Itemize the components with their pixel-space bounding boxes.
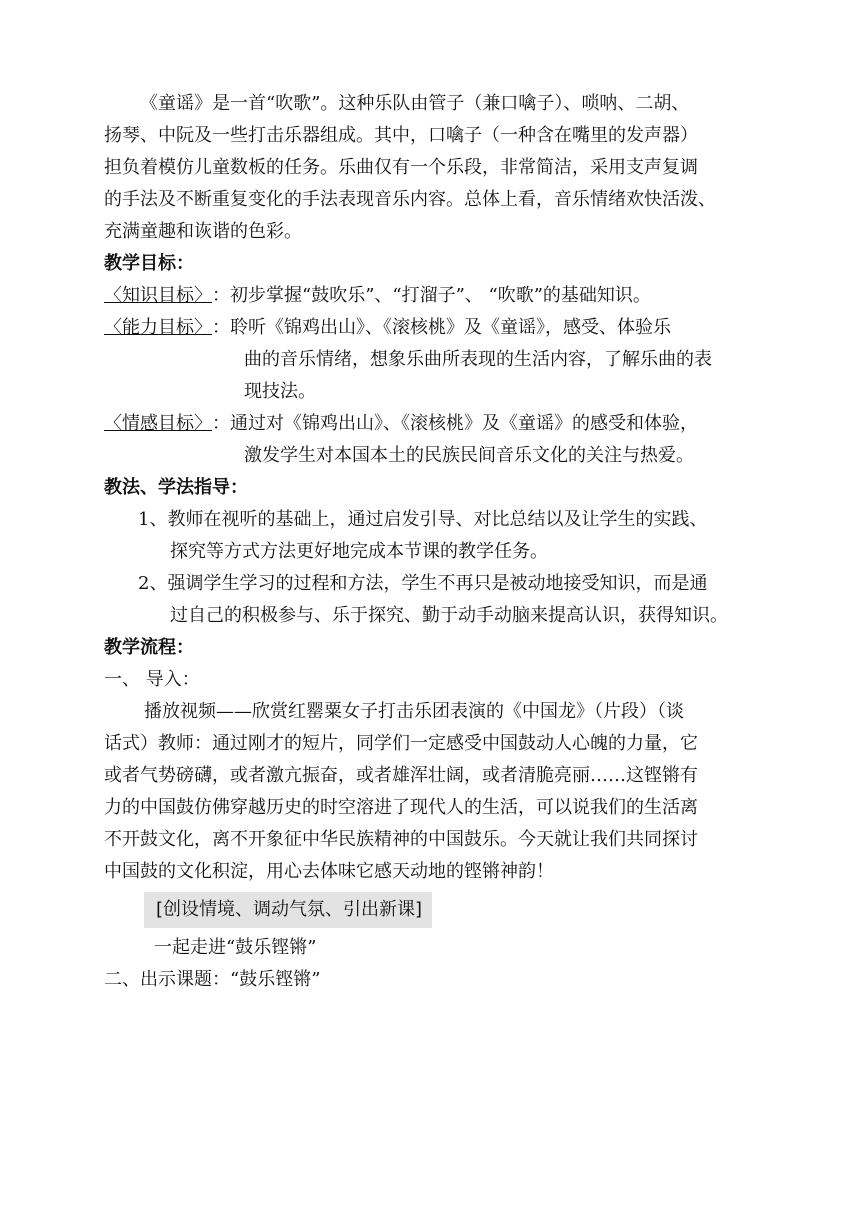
emotion-goal bbox=[104, 408, 780, 440]
ability-goal bbox=[104, 312, 780, 344]
ability-goal-text: 曲的音乐情绪，想象乐曲所表现的生活内容，了解乐曲的表 bbox=[244, 349, 712, 370]
method-item-2-cont: 过自己的积极参与、乐于探究、勤于动手动脑来提高认识，获得知识。 bbox=[170, 605, 728, 626]
paragraph-line: 充满童趣和诙谐的色彩。 bbox=[104, 221, 302, 242]
paragraph-line: 或者气势磅礴，或者激亢振奋，或者雄浑壮阔，或者清脆亮丽……这铿锵有 bbox=[104, 765, 698, 786]
step1-title: 一、 导入： bbox=[104, 669, 200, 690]
document-page bbox=[104, 88, 780, 996]
emotion-goal-label: 〈情感目标〉 bbox=[104, 413, 212, 434]
paragraph-line: 担负着模仿儿童数板的任务。乐曲仅有一个乐段，非常简洁，采用支声复调 bbox=[104, 157, 698, 178]
paragraph-line: 的手法及不断重复变化的手法表现音乐内容。总体上看，音乐情绪欢快活泼、 bbox=[104, 189, 716, 210]
ability-goal-text: 聆听《锦鸡出山》、《滚核桃》及《童谣》，感受、体验乐 bbox=[230, 317, 671, 338]
paragraph-line: 《童谣》是一首“吹歌”。这种乐队由管子（兼口噙子）、唢呐、二胡、 bbox=[140, 93, 690, 114]
process-heading: 教学流程： bbox=[104, 637, 194, 658]
emotion-goal-text: 通过对《锦鸡出山》、《滚核桃》及《童谣》的感受和体验， bbox=[230, 413, 698, 434]
paragraph-line: 力的中国鼓仿佛穿越历史的时空溶进了现代人的生活，可以说我们的生活离 bbox=[104, 797, 698, 818]
goal-colon: ： bbox=[212, 413, 230, 434]
step2-title: 二、出示课题：“鼓乐铿锵” bbox=[104, 969, 321, 990]
paragraph-line: 中国鼓的文化积淀，用心去体味它感天动地的铿锵神韵！ bbox=[104, 861, 554, 882]
paragraph-line: 不开鼓文化，离不开象征中华民族精神的中国鼓乐。今天就让我们共同探讨 bbox=[104, 829, 698, 850]
paragraph-line: 播放视频——欣赏红罂粟女子打击乐团表演的《中国龙》（片段）（谈 bbox=[144, 701, 684, 722]
goal-colon: ： bbox=[212, 317, 230, 338]
highlight-note: [创设情境、调动气氛、引出新课] bbox=[144, 892, 432, 928]
goals-heading: 教学目标： bbox=[104, 253, 194, 274]
highlight-row bbox=[104, 892, 780, 932]
ability-goal-text: 现技法。 bbox=[244, 381, 316, 402]
emotion-goal-text: 激发学生对本国本土的民族民间音乐文化的关注与热爱。 bbox=[244, 445, 694, 466]
knowledge-goal-text: 初步掌握“鼓吹乐”、“打溜子”、 “吹歌”的基础知识。 bbox=[230, 285, 651, 306]
paragraph-line: 话式）教师：通过刚才的短片，同学们一定感受中国鼓动人心魄的力量，它 bbox=[104, 733, 698, 754]
enter-line: 一起走进“鼓乐铿锵” bbox=[154, 937, 317, 958]
method-item-2: 2、强调学生学习的过程和方法，学生不再只是被动地接受知识，而是通 bbox=[138, 573, 708, 594]
methods-heading: 教法、学法指导： bbox=[104, 477, 248, 498]
ability-goal-label: 〈能力目标〉 bbox=[104, 317, 212, 338]
intro-paragraph bbox=[104, 88, 780, 248]
knowledge-goal-label: 〈知识目标〉 bbox=[104, 285, 212, 306]
step1-paragraph bbox=[104, 696, 780, 888]
method-item-1: 1、教师在视听的基础上，通过启发引导、对比总结以及让学生的实践、 bbox=[138, 509, 708, 530]
goal-colon: ： bbox=[212, 285, 230, 306]
knowledge-goal bbox=[104, 280, 780, 312]
paragraph-line: 扬琴、中阮及一些打击乐器组成。其中，口噙子（一种含在嘴里的发声器） bbox=[104, 125, 698, 146]
method-item-1-cont: 探究等方式方法更好地完成本节课的教学任务。 bbox=[170, 541, 548, 562]
